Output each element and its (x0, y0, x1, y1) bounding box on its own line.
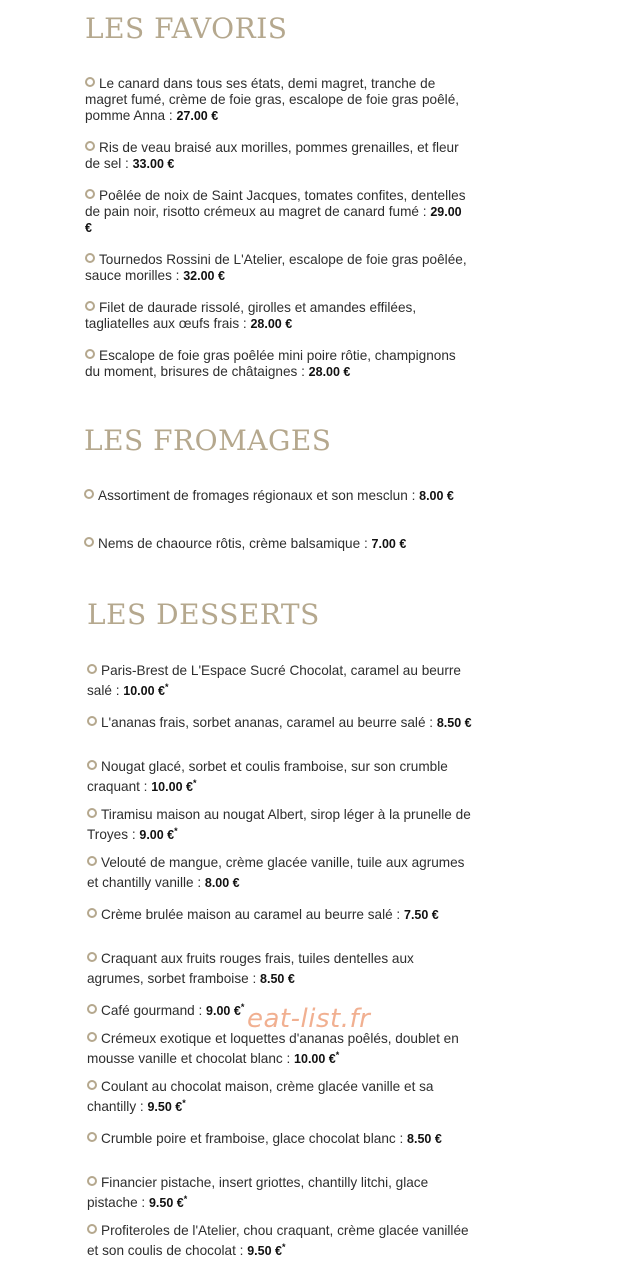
menu-item (87, 663, 473, 699)
menu-item (87, 1175, 473, 1211)
dish-price: 9.50 € (147, 1100, 183, 1114)
watermark: eat-list.fr (247, 1004, 371, 1034)
dish-price: 9.00 € (139, 828, 175, 842)
dish-description: Ris de veau braisé aux morilles, pommes grenailles, et fleur de sel : (85, 140, 459, 171)
circle-bullet-icon (85, 301, 95, 311)
menu-item (85, 188, 471, 236)
menu-item (87, 807, 473, 843)
circle-bullet-icon (87, 908, 97, 918)
asterisk-mark: * (192, 778, 197, 788)
dish-description: Crémeux exotique et loquettes d'ananas poêlés, doublet en mousse vanille et chocolat blanc : (87, 1031, 459, 1066)
dish-description: Paris-Brest de L'Espace Sucré Chocolat, caramel au beurre salé : (87, 663, 461, 698)
circle-bullet-icon (87, 1224, 97, 1234)
circle-bullet-icon (85, 349, 95, 359)
circle-bullet-icon (87, 808, 97, 818)
menu-item (87, 903, 473, 923)
dish-description: Assortiment de fromages régionaux et son mesclun : (98, 488, 420, 503)
dish-description: Café gourmand : (101, 1003, 207, 1018)
dish-price: 10.00 € (151, 780, 193, 794)
circle-bullet-icon (87, 1004, 97, 1014)
section-title-fromages: LES FROMAGES (84, 424, 332, 457)
circle-bullet-icon (84, 489, 94, 499)
menu-item (87, 1031, 473, 1067)
dish-price: 7.50 € (404, 908, 439, 922)
circle-bullet-icon (87, 1080, 97, 1090)
menu-item (87, 1223, 473, 1259)
dish-price: 28.00 € (308, 365, 351, 379)
dish-description: Velouté de mangue, crème glacée vanille, tuile aux agrumes et chantilly vanille : (87, 855, 465, 890)
asterisk-mark: * (182, 1098, 186, 1108)
dish-price: 10.00 € (294, 1052, 336, 1066)
section-title-desserts: LES DESSERTS (87, 598, 320, 631)
dish-description: Financier pistache, insert griottes, chantilly litchi, glace pistache : (87, 1175, 429, 1210)
dish-description: Craquant aux fruits rouges frais, tuiles dentelles aux agrumes, sorbet framboise : (87, 951, 414, 986)
dish-price: 9.50 € (148, 1196, 184, 1210)
menu-item (85, 252, 471, 284)
menu-item (84, 536, 470, 552)
menu-item (85, 300, 471, 332)
dish-description: Le canard dans tous ses états, demi magret, tranche de magret fumé, crème de foie gras, escalope de foie gras poêlé, pomme Anna : (85, 76, 460, 123)
menu-item (87, 951, 473, 987)
menu-item (87, 759, 473, 795)
circle-bullet-icon (85, 253, 95, 263)
circle-bullet-icon (87, 856, 97, 866)
menu-item (85, 76, 471, 124)
dish-price: 8.50 € (407, 1132, 442, 1146)
dish-description: Coulant au chocolat maison, crème glacée vanille et sa chantilly : (87, 1079, 434, 1114)
dish-price: 27.00 € (176, 109, 219, 123)
menu-item (87, 999, 473, 1019)
circle-bullet-icon (87, 952, 97, 962)
dish-description: Escalope de foie gras poêlée mini poire rôtie, champignons du moment, brisures de châtaignes : (85, 348, 456, 379)
circle-bullet-icon (87, 1176, 97, 1186)
circle-bullet-icon (87, 664, 97, 674)
dish-price: 8.50 € (260, 972, 295, 986)
dish-description: Profiteroles de l'Atelier, chou craquant, crème glacée vanillée et son coulis de chocolat : (87, 1223, 469, 1258)
circle-bullet-icon (85, 189, 95, 199)
dish-price: 8.50 € (436, 716, 472, 730)
section-title-favoris: LES FAVORIS (85, 12, 288, 45)
dish-description: Nougat glacé, sorbet et coulis framboise, sur son crumble craquant : (87, 759, 448, 794)
menu-item (87, 1127, 473, 1147)
menu-item (87, 1079, 473, 1115)
menu-item (85, 140, 471, 172)
dish-price: 8.00 € (204, 876, 240, 890)
asterisk-mark: * (240, 1002, 245, 1012)
dish-price: 7.00 € (371, 537, 407, 551)
dish-price: 28.00 € (250, 317, 293, 331)
circle-bullet-icon (87, 1132, 97, 1142)
dish-price: 33.00 € (132, 157, 175, 171)
menu-item (84, 488, 470, 504)
menu-item (85, 348, 471, 380)
dish-price: 29.00 € (85, 205, 462, 235)
dish-description: Crumble poire et framboise, glace chocolat blanc : (101, 1131, 408, 1146)
dish-price: 10.00 € (123, 684, 165, 698)
dish-description: Crème brulée maison au caramel au beurre salé : (101, 907, 404, 922)
circle-bullet-icon (87, 760, 97, 770)
asterisk-mark: * (281, 1242, 286, 1252)
dish-description: Nems de chaource rôtis, crème balsamique : (98, 536, 372, 551)
circle-bullet-icon (85, 141, 95, 151)
asterisk-mark: * (165, 682, 169, 692)
dish-description: L'ananas frais, sorbet ananas, caramel au beurre salé : (101, 715, 437, 730)
dish-price: 9.50 € (247, 1244, 282, 1258)
asterisk-mark: * (335, 1050, 340, 1060)
dish-description: Poêlée de noix de Saint Jacques, tomates confites, dentelles de pain noir, risotto crémeux au magret de canard fumé : (85, 188, 466, 219)
menu-item (87, 855, 473, 891)
dish-description: Filet de daurade rissolé, girolles et amandes effilées, tagliatelles aux œufs frais : (85, 300, 417, 331)
circle-bullet-icon (87, 716, 97, 726)
dish-price: 8.00 € (419, 489, 454, 503)
circle-bullet-icon (84, 537, 94, 547)
circle-bullet-icon (85, 77, 95, 87)
asterisk-mark: * (183, 1194, 188, 1204)
dish-description: Tournedos Rossini de L'Atelier, escalope de foie gras poêlée, sauce morilles : (85, 252, 467, 283)
dish-description: Tiramisu maison au nougat Albert, sirop léger à la prunelle de Troyes : (87, 807, 471, 842)
dish-price: 9.00 € (206, 1004, 241, 1018)
circle-bullet-icon (87, 1032, 97, 1042)
asterisk-mark: * (174, 826, 178, 836)
menu-item (87, 711, 473, 731)
dish-price: 32.00 € (183, 269, 225, 283)
